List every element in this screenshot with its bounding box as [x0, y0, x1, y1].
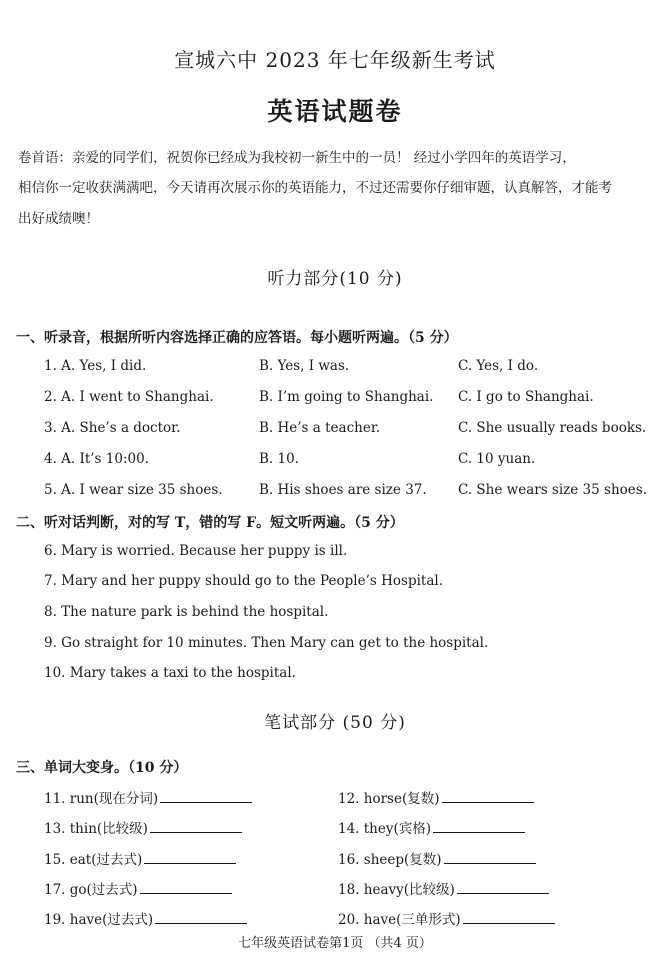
q1-option-b: B. Yes, I was.	[259, 358, 350, 374]
q5-option-c: C. She wears size 35 shoes.	[458, 482, 647, 498]
q13-prompt	[44, 817, 242, 837]
q18-label: 18. heavy(比较级)	[338, 882, 455, 898]
q18-prompt	[338, 878, 549, 898]
q4-option-a: 4. A. It’s 10:00.	[44, 451, 149, 467]
q8-statement: 8. The nature park is behind the hospital.	[44, 604, 329, 620]
q11-prompt	[44, 787, 252, 807]
q14-answer-blank[interactable]	[433, 820, 525, 833]
q2-option-c: C. I go to Shanghai.	[458, 389, 594, 405]
q10-statement: 10. Mary takes a taxi to the hospital.	[44, 665, 296, 681]
q15-answer-blank[interactable]	[144, 851, 236, 864]
q16-label: 16. sheep(复数)	[338, 852, 442, 868]
q18-answer-blank[interactable]	[457, 881, 549, 894]
intro-line-2: 相信你一定收获满满吧，今天请再次展示你的英语能力，不过还需要你仔细审题，认真解答，才能考	[18, 180, 612, 196]
q5-option-a: 5. A. I wear size 35 shoes.	[44, 482, 223, 498]
part2-heading: 二、听对话判断，对的写 T，错的写 F。短文听两遍。（5 分）	[16, 515, 404, 531]
q4-option-b: B. 10.	[259, 451, 299, 467]
exam-title: 宣城六中 2023 年七年级新生考试	[174, 48, 496, 72]
q12-prompt	[338, 787, 534, 807]
q1-option-a: 1. A. Yes, I did.	[44, 358, 147, 374]
q19-label: 19. have(过去式)	[44, 912, 154, 928]
q3-option-b: B. He’s a teacher.	[259, 420, 381, 436]
q4-option-c: C. 10 yuan.	[458, 451, 536, 467]
writing-section-title: 笔试部分 (50 分)	[264, 713, 406, 733]
intro-line-1: 卷首语：亲爱的同学们，祝贺你已经成为我校初一新生中的一员！ 经过小学四年的英语学习，	[18, 150, 576, 166]
q17-answer-blank[interactable]	[140, 881, 232, 894]
q19-answer-blank[interactable]	[155, 911, 247, 924]
q12-answer-blank[interactable]	[442, 790, 534, 803]
q15-label: 15. eat(过去式)	[44, 852, 143, 868]
q20-prompt	[338, 908, 555, 928]
q3-option-c: C. She usually reads books.	[458, 420, 647, 436]
q1-option-c: C. Yes, I do.	[458, 358, 539, 374]
q2-option-a: 2. A. I went to Shanghai.	[44, 389, 214, 405]
q13-answer-blank[interactable]	[150, 820, 242, 833]
q5-option-b: B. His shoes are size 37.	[259, 482, 427, 498]
q12-label: 12. horse(复数)	[338, 791, 440, 807]
q13-label: 13. thin(比较级)	[44, 821, 148, 837]
part1-heading: 一、听录音，根据所听内容选择正确的应答语。每小题听两遍。（5 分）	[16, 330, 458, 346]
q16-answer-blank[interactable]	[444, 851, 536, 864]
q9-statement: 9. Go straight for 10 minutes. Then Mary can get to the hospital.	[44, 635, 489, 651]
q14-label: 14. they(宾格)	[338, 821, 432, 837]
q17-label: 17. go(过去式)	[44, 882, 138, 898]
q20-answer-blank[interactable]	[463, 911, 555, 924]
paper-title: 英语试题卷	[267, 97, 403, 126]
q7-statement: 7. Mary and her puppy should go to the People’s Hospital.	[44, 573, 443, 589]
q11-label: 11. run(现在分词)	[44, 791, 159, 807]
q19-prompt	[44, 908, 247, 928]
listening-section-title: 听力部分(10 分)	[267, 269, 403, 289]
q6-statement: 6. Mary is worried. Because her puppy is ill.	[44, 543, 348, 559]
q20-label: 20. have(三单形式)	[338, 912, 461, 928]
q3-option-a: 3. A. She’s a doctor.	[44, 420, 181, 436]
q16-prompt	[338, 848, 536, 868]
q17-prompt	[44, 878, 232, 898]
q14-prompt	[338, 817, 525, 837]
q11-answer-blank[interactable]	[160, 790, 252, 803]
intro-line-3: 出好成绩噢！	[18, 211, 99, 227]
part3-heading: 三、单词大变身。（10 分）	[16, 760, 188, 776]
q15-prompt	[44, 848, 236, 868]
page-footer: 七年级英语试卷第1页 （共4 页）	[238, 936, 432, 951]
q2-option-b: B. I’m going to Shanghai.	[259, 389, 434, 405]
